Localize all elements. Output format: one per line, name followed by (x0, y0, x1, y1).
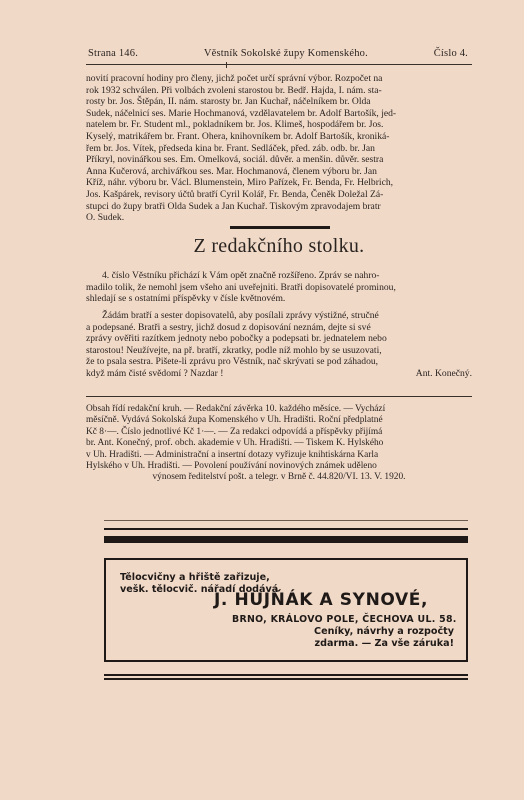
editorial-para-1 (86, 270, 472, 305)
advertisement (104, 558, 468, 662)
ad-top-thin-rule (104, 520, 468, 521)
editorial-line: že to psala sestra. Pišete-li zprávu pro Věstník, nač skrývati se pod záhadou, (86, 356, 379, 368)
imprint-line: br. Ant. Konečný, prof. obch. akademie v Uh. Hradišti. — Tiskem K. Hylského (86, 438, 384, 449)
report-line: stupci do župy bratři Olda Sudek a Jan Kuchař. Tiskovým zpravodajem bratr (86, 200, 381, 212)
meeting-report (86, 73, 472, 224)
imprint-line: v Uh. Hradišti. — Administrační a insertní dotazy vyřizuje knihtiskárna Karla (86, 449, 379, 460)
imprint-line: Hylského v Uh. Hradišti. — Povolení používání novinových známek uděleno (86, 461, 377, 472)
imprint-rule (86, 396, 472, 397)
imprint (86, 404, 472, 484)
imprint-line: Kč 8·—. Číslo jednotlivé Kč 1·—. — Za redakci odpovídá a příspěvky přijímá (86, 426, 383, 437)
ad-tagline-line: Tělocvičny a hřiště zařizuje, (120, 572, 270, 583)
editorial-line: Žádám bratří a sester dopisovatelů, aby posílali zprávy výstižné, stručné (102, 310, 379, 321)
editorial-line: starostou! Neužívejte, na př. bratří, zkratky, podle níž mohlo by se usuzovati, (86, 344, 382, 356)
report-line: Kříž, náhr. výboru br. Václ. Blumenstein, Miro Pařízek, Fr. Benda, Fr. Helbrich, (86, 177, 394, 189)
imprint-line: Obsah řídí redakční kruh. — Redakční závěrka 10. každého měsíce. — Vychází (86, 404, 386, 414)
ad-address: BRNO, KRÁLOVO POLE, ČECHOVA UL. 58. (232, 614, 457, 625)
report-line: novití pracovní hodiny pro členy, jichž počet určí správní výbor. Rozpočet na (86, 73, 383, 84)
section-divider (230, 226, 330, 229)
ad-offer (314, 626, 454, 650)
ad-brand: J. HUJŇÁK A SYNOVÉ, (214, 590, 429, 610)
journal-title: Věstník Sokolské župy Komenského. (203, 48, 368, 59)
editorial-line: zprávy ověřiti razítkem jednoty nebo pobočky a podepsati br. jednatelem nebo (86, 333, 387, 345)
header-tick (226, 62, 227, 68)
report-line: Kyselý, matrikářem br. Frant. Ohera, knihovníkem br. Adolf Bartošík, kroniká- (86, 130, 390, 142)
report-line: řem br. Jos. Vítek, předseda kina br. Frant. Sedláček, před. záb. odb. br. Jan (86, 142, 375, 154)
report-line: rosty br. Jos. Štěpán, II. nám. starosty br. Jan Kuchař, náčelníkem br. Olda (86, 96, 371, 108)
report-line: Příkryl, novinářkou ses. Em. Omelková, sociál. důvěr. a menšin. důvěr. sestra (86, 154, 384, 166)
editorial-line: 4. číslo Věstníku přichází k Vám opět značně rozšířeno. Zpráv se nahro- (102, 270, 380, 281)
signature: Ant. Konečný. (415, 367, 472, 379)
report-line: Jos. Kašpárek, revisory účtů bratří Cyril Kolář, Fr. Benda, Čeněk Doležal Zá- (86, 188, 384, 200)
ad-offer-line: zdarma. — Za vše záruka! (314, 638, 454, 649)
imprint-line: měsíčně. Vydává Sokolská župa Komenského v Uh. Hradišti. Roční předplatné (86, 415, 383, 426)
editorial-closing (86, 368, 472, 380)
report-line: Sudek, náčelnicí ses. Marie Hochmanová, vzdělavatelem br. Adolf Bartošík, jed- (86, 107, 397, 119)
issue-number: Číslo 4. (433, 48, 468, 59)
editorial-line: madilo tolik, že nemohl jsem všeho ani uveřejniti. Bratři dopisovatelé prominou, (86, 281, 396, 293)
imprint-line: výnosem ředitelství pošt. a telegr. v Brně č. 44.820/VI. 13. V. 1920. (152, 472, 406, 483)
editorial-line: když mám čisté svědomí ? Nazdar ! (86, 367, 224, 379)
report-line: O. Sudek. (86, 212, 125, 224)
report-line: natelem br. Fr. Student ml., pokladníkem br. Jos. Klimeš, hospodářem br. Jos. (86, 119, 384, 131)
report-line: rok 1932 schválen. Při volbách zvoleni starostou br. Bedř. Hajda, I. nám. sta- (86, 84, 382, 96)
ad-top-rule (104, 528, 468, 530)
editorial-line: a podepsané. Bratři a sestry, jichž dosud z dopisování neznám, dejte si své (86, 321, 371, 333)
running-header (88, 48, 468, 59)
ad-top-thick-rule (104, 536, 468, 543)
ad-offer-line: Ceníky, návrhy a rozpočty (314, 626, 454, 637)
header-rule (86, 64, 472, 65)
ad-tagline-line: vešk. tělocvič. nářadí dodává (120, 584, 279, 595)
editorial-line: shledají se s ostatními příspěvky v čísle květnovém. (86, 293, 286, 305)
section-title: Z redakčního stolku. (193, 235, 365, 257)
ad-bottom-rule (104, 674, 468, 680)
editorial-para-2 (86, 310, 472, 380)
report-line: Anna Kučerová, archivářkou ses. Mar. Hochmanová, členem výboru br. Jan (86, 165, 377, 177)
page-number: Strana 146. (88, 48, 139, 59)
